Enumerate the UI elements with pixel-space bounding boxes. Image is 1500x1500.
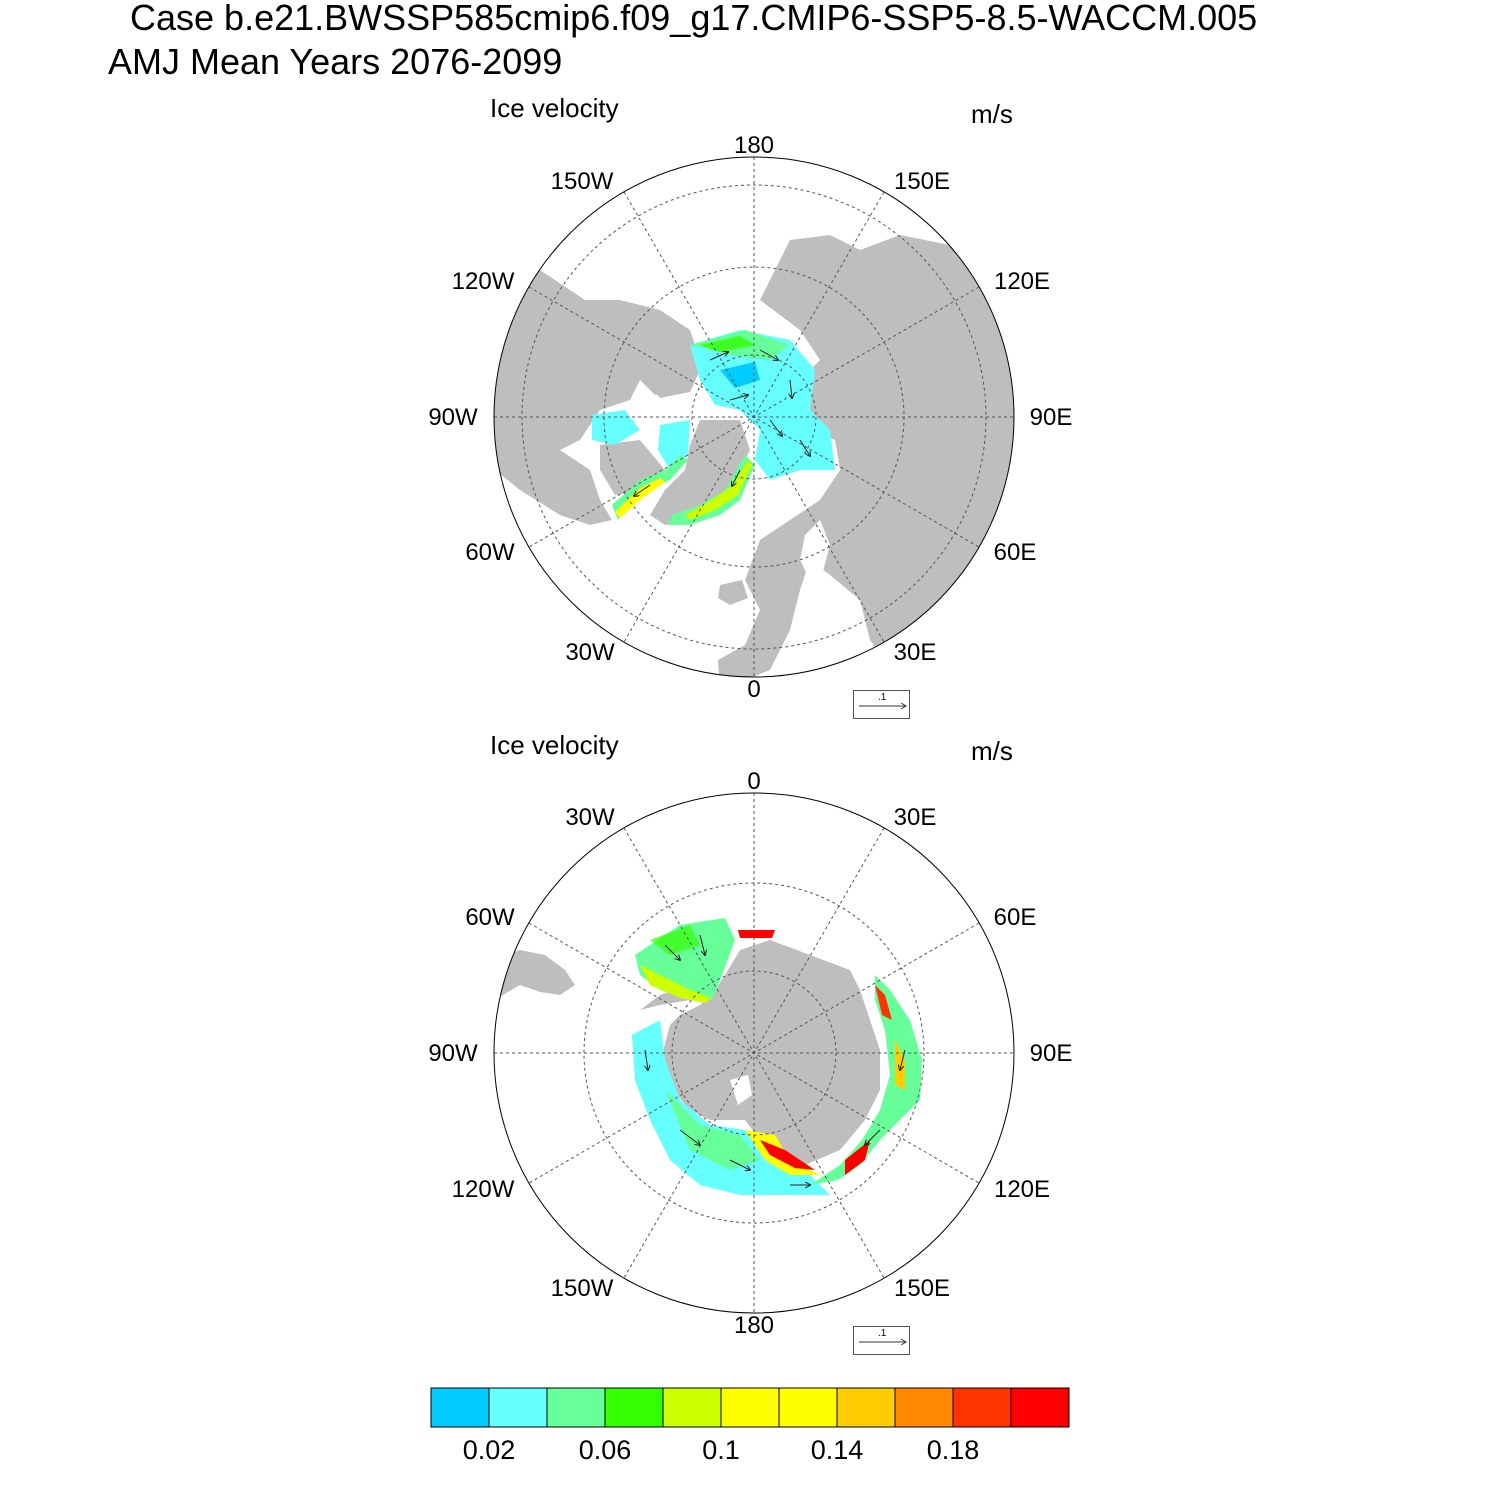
reference-arrow-icon: [858, 701, 908, 711]
colorbar-tick-label: 0.18: [926, 1435, 980, 1465]
figure-title-case: Case b.e21.BWSSP585cmip6.f09_g17.CMIP6-SSP5-8.5-WACCM.005: [130, 0, 1258, 38]
north-lon-label-mid-upper-right: 120E: [993, 268, 1051, 295]
south-lon-label-lower-right: 150E: [893, 1275, 951, 1302]
colorbar-swatch: [663, 1388, 721, 1427]
colorbar-tick-label: 0.1: [702, 1435, 740, 1465]
south-reference-vector: [853, 1326, 910, 1355]
south-lon-label-mid-lower-left: 120W: [451, 1176, 515, 1203]
north-lon-label-mid-lower-left: 60W: [465, 539, 515, 566]
arctic-map: [490, 150, 1020, 690]
colorbar-swatch: [895, 1388, 953, 1427]
colorbar-swatch: [1011, 1388, 1069, 1427]
south-reference-vector-label: .1: [878, 1328, 887, 1339]
south-panel-units: m/s: [971, 736, 1013, 766]
north-reference-vector: [853, 690, 910, 719]
south-lon-label-bottom: 180: [733, 1312, 775, 1339]
south-lon-label-upper-right: 30E: [893, 804, 937, 831]
north-lon-label-bottom: 0: [747, 676, 761, 703]
colorbar-swatch: [605, 1388, 663, 1427]
north-reference-vector-label: .1: [878, 692, 887, 703]
north-lon-label-left: 90W: [428, 404, 478, 431]
figure-title-season: AMJ Mean Years 2076-2099: [108, 41, 563, 82]
colorbar-swatch: [431, 1388, 489, 1427]
south-lon-label-mid-upper-right: 60E: [993, 904, 1037, 931]
south-lon-label-upper-left: 30W: [565, 804, 615, 831]
south-lon-label-mid-upper-left: 60W: [465, 904, 515, 931]
colorbar-swatch: [489, 1388, 547, 1427]
colorbar-swatch: [837, 1388, 895, 1427]
south-lon-label-mid-lower-right: 120E: [993, 1176, 1051, 1203]
colorbar: [431, 1388, 1069, 1427]
colorbar-swatch: [547, 1388, 605, 1427]
north-lon-label-upper-left: 150W: [550, 168, 614, 195]
south-lon-label-right: 90E: [1029, 1040, 1073, 1067]
north-panel-title: Ice velocity: [490, 93, 619, 123]
south-panel-title: Ice velocity: [490, 730, 619, 760]
colorbar-tick-label: 0.06: [578, 1435, 632, 1465]
north-lon-label-lower-left: 30W: [565, 639, 615, 666]
north-lon-label-upper-right: 150E: [893, 168, 951, 195]
north-lon-label-right: 90E: [1029, 404, 1073, 431]
north-panel-units: m/s: [971, 99, 1013, 129]
colorbar-swatch: [779, 1388, 837, 1427]
colorbar-tick-label: 0.14: [810, 1435, 864, 1465]
south-lon-label-top: 0: [747, 768, 761, 795]
colorbar-tick-label: 0.02: [462, 1435, 516, 1465]
north-lon-label-top: 180: [733, 132, 775, 159]
reference-arrow-icon: [858, 1337, 908, 1347]
colorbar-swatch: [953, 1388, 1011, 1427]
north-lon-label-mid-lower-right: 60E: [993, 539, 1037, 566]
colorbar-swatch: [721, 1388, 779, 1427]
north-lon-label-lower-right: 30E: [893, 639, 937, 666]
north-lon-label-mid-upper-left: 120W: [451, 268, 515, 295]
south-lon-label-lower-left: 150W: [550, 1275, 614, 1302]
south-lon-label-left: 90W: [428, 1040, 478, 1067]
